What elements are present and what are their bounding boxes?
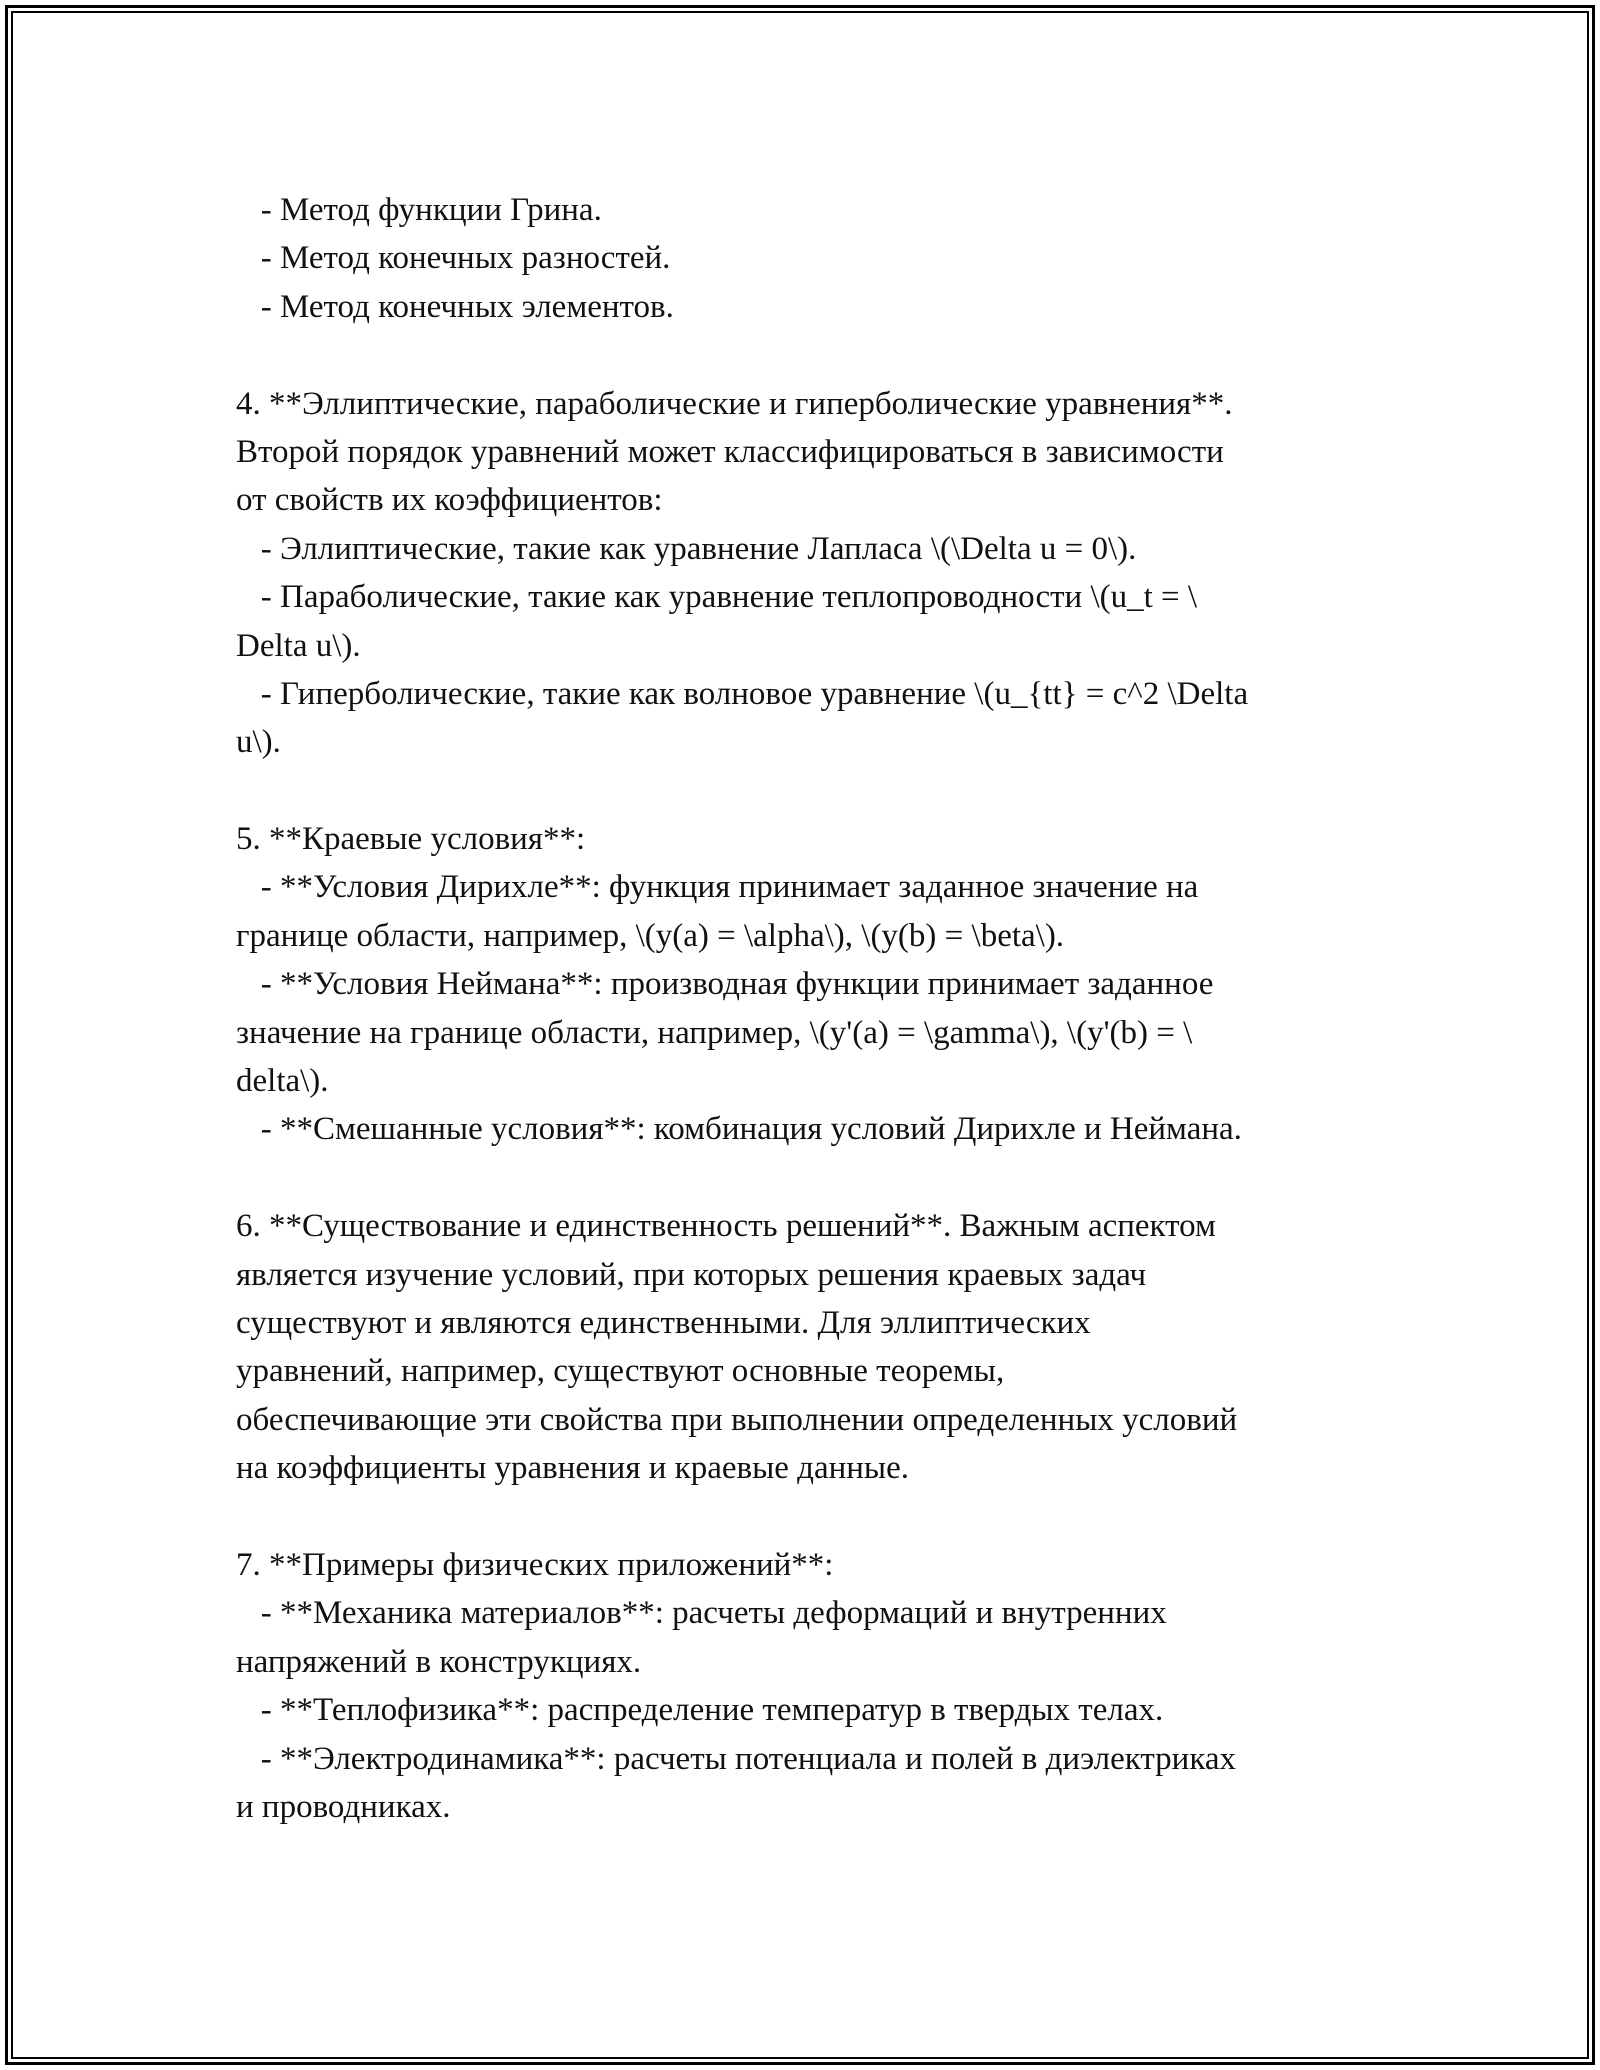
text-line: 7. **Примеры физических приложений**:	[236, 1546, 834, 1583]
text-line: и проводниках.	[236, 1788, 451, 1825]
text-line: - Эллиптические, такие как уравнение Лапласа \(\Delta u = 0\).	[236, 530, 1137, 567]
text-line: напряжений в конструкциях.	[236, 1643, 642, 1680]
text-line: - **Теплофизика**: распределение температур в твердых телах.	[236, 1692, 1164, 1729]
text-line: 4. **Эллиптические, параболические и гиперболические уравнения**.	[236, 385, 1233, 422]
text-line: уравнений, например, существуют основные теоремы,	[236, 1353, 1005, 1390]
text-line: - Метод функции Грина.	[236, 192, 602, 228]
text-line: Второй порядок уравнений может классифицироваться в зависимости	[236, 433, 1224, 470]
text-line: - Гиперболические, такие как волновое уравнение \(u_{tt} = c^2 \Delta	[236, 675, 1249, 712]
text-line: значение на границе области, например, \(y'(a) = \gamma\), \(y'(b) = \	[236, 1014, 1193, 1051]
text-line: Delta u\).	[236, 627, 361, 664]
document-text	[236, 186, 1376, 1831]
text-line: - **Электродинамика**: расчеты потенциала и полей в диэлектриках	[236, 1740, 1237, 1777]
text-line: - **Смешанные условия**: комбинация условий Дирихле и Неймана.	[236, 1111, 1242, 1148]
text-line: delta\).	[236, 1063, 329, 1100]
text-line: является изучение условий, при которых решения краевых задач	[236, 1256, 1147, 1293]
paragraph-gap	[236, 1154, 1376, 1202]
paragraph-gap	[236, 331, 1376, 379]
text-line: существуют и являются единственными. Для эллиптических	[236, 1304, 1091, 1341]
text-line: - **Механика материалов**: расчеты деформаций и внутренних	[236, 1595, 1167, 1632]
text-line: от свойств их коэффициентов:	[236, 482, 663, 519]
text-line: u\).	[236, 724, 281, 761]
text-line: - **Условия Дирихле**: функция принимает заданное значение на	[236, 869, 1199, 906]
paragraph-gap	[236, 767, 1376, 815]
text-line: обеспечивающие эти свойства при выполнении определенных условий	[236, 1401, 1238, 1438]
text-line: - **Условия Неймана**: производная функции принимает заданное	[236, 966, 1214, 1003]
text-line: границе области, например, \(y(a) = \alpha\), \(y(b) = \beta\).	[236, 917, 1065, 954]
text-line: на коэффициенты уравнения и краевые данные.	[236, 1450, 909, 1487]
text-line: - Метод конечных элементов.	[236, 288, 674, 325]
text-line: 6. **Существование и единственность решений**. Важным аспектом	[236, 1208, 1216, 1245]
text-line: - Параболические, такие как уравнение теплопроводности \(u_t = \	[236, 579, 1198, 616]
text-line: - Метод конечных разностей.	[236, 240, 671, 277]
paragraph-gap	[236, 1493, 1376, 1541]
text-line: 5. **Краевые условия**:	[236, 821, 586, 858]
